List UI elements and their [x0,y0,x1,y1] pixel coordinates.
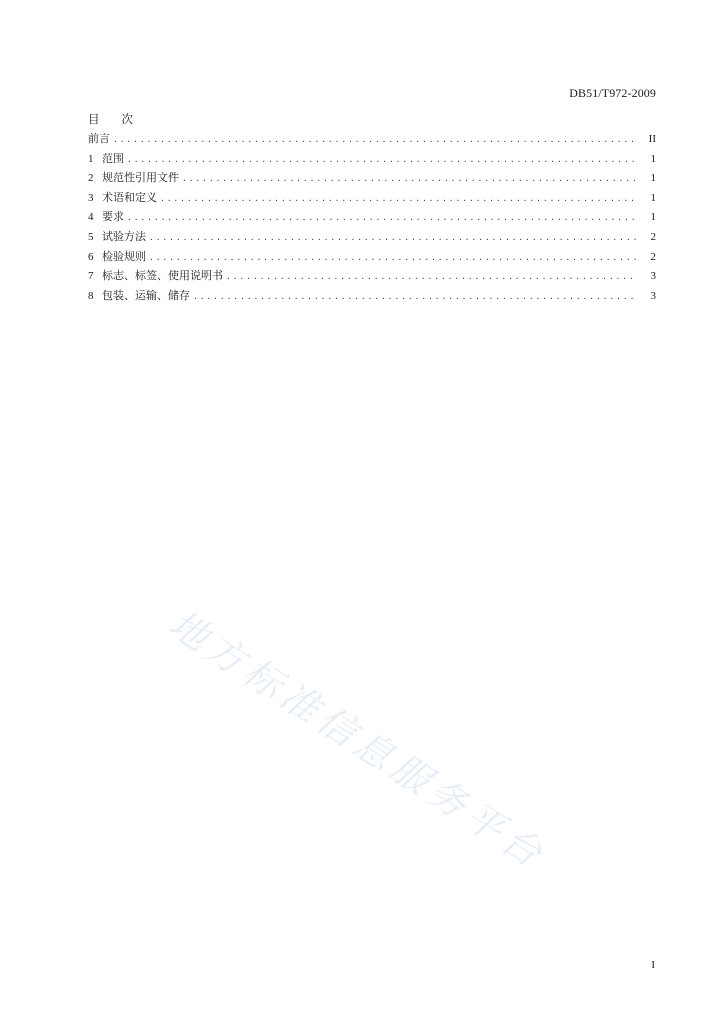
toc-leader-dots [127,150,636,170]
toc-entry-label: 试验方法 [102,229,146,243]
toc-leader-dots [149,228,636,248]
toc-entry-page: 3 [650,270,656,283]
toc-entry-packaging-transport[interactable] [88,286,656,306]
table-of-contents [88,129,656,305]
toc-entry-page: 3 [650,289,656,302]
toc-entry-number: 4 [88,211,94,224]
toc-leader-dots [127,208,636,228]
toc-entry-number: 8 [88,289,94,302]
toc-entry-label: 标志、标签、使用说明书 [102,269,223,283]
page-number: I [651,959,655,971]
toc-entry-foreword[interactable] [88,129,656,149]
toc-entry-page: 1 [650,152,656,165]
toc-entry-marking-labeling[interactable] [88,266,656,286]
toc-entry-label: 要求 [102,210,124,224]
toc-entry-inspection-rules[interactable] [88,247,656,267]
watermark: 地方标准信息服务平台 [161,601,555,879]
toc-title-right: 次 [121,112,133,126]
toc-entry-scope[interactable] [88,149,656,169]
toc-entry-page: 1 [650,172,656,185]
toc-entry-page: 2 [650,230,656,243]
toc-entry-requirements[interactable] [88,207,656,227]
toc-entry-number: 5 [88,230,94,243]
toc-leader-dots [226,267,636,287]
toc-leader-dots [113,130,636,150]
toc-entry-label: 检验规则 [102,249,146,263]
toc-entry-page: II [648,133,656,145]
toc-entry-number: 6 [88,250,94,263]
toc-entry-label: 前言 [88,132,110,145]
toc-entry-terms-definitions[interactable] [88,188,656,208]
toc-title [88,111,133,127]
toc-entry-number: 2 [88,172,94,185]
toc-entry-test-methods[interactable] [88,227,656,247]
toc-leader-dots [149,248,636,268]
toc-leader-dots [160,189,636,209]
toc-title-left: 目 [88,112,100,126]
toc-entry-label: 范围 [102,151,124,165]
toc-entry-normative-references[interactable] [88,168,656,188]
toc-entry-number: 7 [88,270,94,283]
toc-leader-dots [193,287,636,307]
toc-entry-number: 3 [88,191,94,204]
toc-entry-page: 1 [650,191,656,204]
standard-code: DB51/T972-2009 [569,86,656,100]
toc-entry-label: 包装、运输、储存 [102,288,190,302]
toc-entry-page: 2 [650,250,656,263]
toc-entry-page: 1 [650,211,656,224]
toc-entry-label: 规范性引用文件 [102,171,179,185]
toc-entry-label: 术语和定义 [102,190,157,204]
toc-leader-dots [182,169,636,189]
toc-entry-number: 1 [88,152,94,165]
